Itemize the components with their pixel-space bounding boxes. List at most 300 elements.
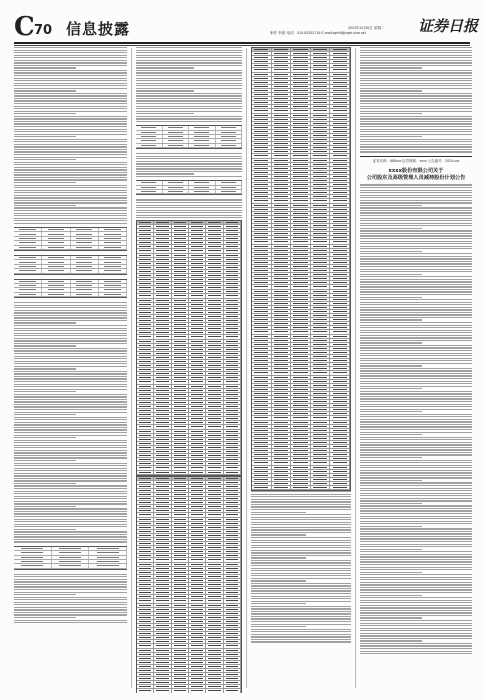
table-cell <box>291 416 311 419</box>
table-cell <box>154 477 171 480</box>
table-cell <box>137 290 154 293</box>
table-cell <box>272 73 292 76</box>
text-line <box>360 238 472 239</box>
table-cell <box>137 599 154 602</box>
table-cell <box>137 319 154 322</box>
table-cell <box>291 52 311 55</box>
table-cell <box>224 599 241 602</box>
table-cell <box>272 77 292 80</box>
text-line <box>360 215 472 216</box>
text-line <box>14 493 127 494</box>
table-cell <box>272 359 292 362</box>
table-cell <box>137 356 154 359</box>
text-line <box>360 85 472 86</box>
text-line <box>251 593 351 594</box>
announcement-title-line-1: xxxx股份有限公司关于 <box>388 168 444 175</box>
text-line <box>360 210 472 211</box>
table-cell <box>189 442 206 445</box>
table-cell <box>42 228 70 231</box>
announcement-title-line-2: 公司股东及高级管理人员减持股份计划公告 <box>366 175 466 182</box>
table-cell <box>172 356 189 359</box>
table-cell <box>330 396 350 399</box>
table-cell <box>291 68 311 71</box>
text-line <box>14 524 127 525</box>
text-line <box>14 597 127 598</box>
table-cell <box>172 567 189 570</box>
text-line <box>360 195 472 196</box>
table-cell <box>291 126 311 129</box>
text-line <box>14 368 76 369</box>
text-line <box>14 65 127 66</box>
text-line <box>360 442 472 443</box>
table-cell <box>252 343 272 346</box>
table-cell <box>154 368 171 371</box>
page-header <box>0 0 484 42</box>
table-cell <box>224 229 241 232</box>
text-line <box>360 123 472 124</box>
table-cell <box>311 73 331 76</box>
table-cell <box>252 208 272 211</box>
table-cell <box>137 616 154 619</box>
table-cell <box>311 150 331 153</box>
table-cell <box>252 183 272 186</box>
table-cell <box>206 266 223 269</box>
table-cell <box>137 335 154 338</box>
column-divider <box>355 48 356 688</box>
table-cell <box>330 101 350 104</box>
table-cell <box>172 409 189 412</box>
table-cell <box>272 249 292 252</box>
table-cell <box>189 450 206 453</box>
text-line <box>360 574 472 575</box>
table-cell <box>291 445 311 448</box>
text-line <box>360 312 472 313</box>
table-cell <box>311 134 331 137</box>
table-cell <box>189 446 206 449</box>
text-line <box>360 411 422 412</box>
table-cell <box>291 400 311 403</box>
table-cell <box>311 122 331 125</box>
table-cell <box>154 356 171 359</box>
text-line <box>14 100 127 101</box>
table-cell <box>252 412 272 415</box>
table-cell <box>311 240 331 243</box>
table-cell <box>206 644 223 647</box>
text-line <box>360 294 472 295</box>
text-line <box>360 370 472 371</box>
text-line <box>360 202 472 203</box>
data-table <box>14 546 127 570</box>
table-cell <box>206 677 223 680</box>
table-cell <box>172 640 189 643</box>
text-line <box>360 607 472 608</box>
table-cell <box>154 323 171 326</box>
text-line <box>14 473 127 474</box>
text-line <box>251 550 351 551</box>
text-line <box>360 106 472 107</box>
table-cell <box>272 142 292 145</box>
table-cell <box>206 425 223 428</box>
table-cell <box>272 105 292 108</box>
text-line <box>360 131 472 132</box>
text-line <box>14 614 127 615</box>
table-cell <box>154 665 171 668</box>
table-cell <box>189 583 206 586</box>
text-line <box>14 417 127 418</box>
table-cell <box>272 138 292 141</box>
text-line <box>14 574 127 575</box>
text-line <box>360 225 472 226</box>
table-cell <box>206 616 223 619</box>
table-cell <box>154 380 171 383</box>
table-cell <box>172 604 189 607</box>
data-table <box>136 476 242 693</box>
table-cell <box>137 649 154 652</box>
table-cell <box>272 486 292 489</box>
table-cell <box>291 130 311 133</box>
table-cell <box>272 371 292 374</box>
table-cell <box>272 52 292 55</box>
table-cell <box>137 380 154 383</box>
table-cell <box>14 265 42 268</box>
text-line <box>360 582 472 583</box>
table-cell <box>224 409 241 412</box>
table-cell <box>330 302 350 305</box>
table-cell <box>154 567 171 570</box>
text-line <box>360 633 472 634</box>
text-line <box>360 100 472 101</box>
text-line <box>14 185 127 186</box>
table-cell <box>154 327 171 330</box>
table-cell <box>172 348 189 351</box>
table-cell <box>172 534 189 537</box>
table-cell <box>311 142 331 145</box>
table-cell <box>189 546 206 549</box>
table-cell <box>206 526 223 529</box>
text-line <box>14 414 76 415</box>
table-cell <box>189 409 206 412</box>
text-line <box>251 590 351 591</box>
table-cell <box>172 497 189 500</box>
table-cell <box>189 335 206 338</box>
text-line <box>360 556 472 557</box>
text-line <box>360 256 472 257</box>
text-line <box>360 337 472 338</box>
table-cell <box>216 131 243 134</box>
text-line <box>14 129 127 130</box>
text-line <box>14 118 127 119</box>
table-cell <box>137 505 154 508</box>
table-cell <box>224 221 241 224</box>
table-cell <box>311 363 331 366</box>
table-cell <box>189 286 206 289</box>
table-cell <box>291 195 311 198</box>
table-cell <box>206 669 223 672</box>
table-cell <box>189 258 206 261</box>
table-cell <box>330 60 350 63</box>
section-number: 70 <box>34 23 53 38</box>
table-cell <box>330 122 350 125</box>
table-cell <box>189 462 206 465</box>
table-cell <box>330 163 350 166</box>
text-line <box>360 184 472 185</box>
table-cell <box>330 142 350 145</box>
text-line <box>360 653 472 654</box>
table-cell <box>311 302 331 305</box>
table-cell <box>172 481 189 484</box>
table-cell <box>311 343 331 346</box>
table-cell <box>154 620 171 623</box>
table-cell <box>154 319 171 322</box>
text-line <box>14 470 127 471</box>
table-cell <box>137 270 154 273</box>
text-line <box>14 508 127 509</box>
table-cell <box>291 253 311 256</box>
table-cell <box>311 199 331 202</box>
table-cell <box>330 167 350 170</box>
table-cell <box>206 229 223 232</box>
table-cell <box>189 640 206 643</box>
text-line <box>251 596 351 597</box>
text-line <box>360 460 472 461</box>
table-cell <box>206 249 223 252</box>
table-cell <box>189 649 206 652</box>
table-cell <box>206 360 223 363</box>
table-cell <box>224 380 241 383</box>
table-cell <box>311 228 331 231</box>
table-cell <box>189 352 206 355</box>
table-cell <box>311 335 331 338</box>
table-cell <box>137 665 154 668</box>
text-line <box>251 565 351 566</box>
table-cell <box>330 224 350 227</box>
table-cell <box>172 538 189 541</box>
table-cell <box>272 163 292 166</box>
text-line <box>251 641 351 642</box>
text-line <box>360 205 422 206</box>
text-line <box>251 575 351 576</box>
table-cell <box>291 265 311 268</box>
table-cell <box>252 457 272 460</box>
text-line <box>360 513 472 514</box>
text-line <box>360 500 472 501</box>
table-cell <box>172 575 189 578</box>
table-cell <box>311 412 331 415</box>
table-cell <box>154 421 171 424</box>
table-cell <box>252 212 272 215</box>
text-line <box>14 450 127 451</box>
table-cell <box>252 138 272 141</box>
table-cell <box>189 135 216 138</box>
table-cell <box>137 677 154 680</box>
text-line <box>360 597 472 598</box>
table-cell <box>189 425 206 428</box>
text-line <box>136 88 242 89</box>
table-cell <box>311 118 331 121</box>
text-line <box>360 391 472 392</box>
text-line <box>14 581 127 582</box>
table-cell <box>189 677 206 680</box>
table-cell <box>172 241 189 244</box>
table-cell <box>252 367 272 370</box>
text-line <box>14 589 127 590</box>
table-cell <box>252 73 272 76</box>
text-line <box>14 98 127 99</box>
table-cell <box>137 340 154 343</box>
table-cell <box>272 400 292 403</box>
table-cell <box>89 560 127 563</box>
table-cell <box>291 257 311 260</box>
table-cell <box>189 550 206 553</box>
text-line <box>251 557 306 558</box>
text-line <box>360 589 472 590</box>
text-line <box>360 276 472 277</box>
table-cell <box>189 644 206 647</box>
table-cell <box>224 628 241 631</box>
table-cell <box>172 434 189 437</box>
text-line <box>14 116 127 117</box>
table-cell <box>311 466 331 469</box>
table-cell <box>154 632 171 635</box>
table-cell <box>311 318 331 321</box>
table-cell <box>330 232 350 235</box>
table-cell <box>252 326 272 329</box>
table-cell <box>206 575 223 578</box>
table-cell <box>272 425 292 428</box>
text-line <box>14 592 127 593</box>
table-cell <box>252 97 272 100</box>
table-cell <box>330 359 350 362</box>
table-cell <box>272 195 292 198</box>
table-cell <box>311 326 331 329</box>
text-line <box>136 108 242 109</box>
table-cell <box>291 97 311 100</box>
table-cell <box>172 624 189 627</box>
table-cell <box>291 343 311 346</box>
text-line <box>14 213 127 214</box>
table-cell <box>272 302 292 305</box>
text-line <box>360 258 472 259</box>
table-cell <box>206 389 223 392</box>
text-line <box>360 60 472 61</box>
text-line <box>360 561 472 562</box>
table-cell <box>189 430 206 433</box>
table-cell <box>137 604 154 607</box>
table-cell <box>137 534 154 537</box>
table-cell <box>206 636 223 639</box>
table-cell <box>252 347 272 350</box>
text-line <box>360 52 472 53</box>
table-cell <box>224 542 241 545</box>
table-cell <box>330 114 350 117</box>
text-line <box>251 629 351 630</box>
table-cell <box>224 485 241 488</box>
table-cell <box>189 624 206 627</box>
table-cell <box>330 425 350 428</box>
table-cell <box>189 604 206 607</box>
table-cell <box>206 348 223 351</box>
text-line <box>360 554 472 555</box>
table-cell <box>311 273 331 276</box>
text-line <box>251 613 351 614</box>
table-cell <box>154 364 171 367</box>
table-cell <box>14 280 42 283</box>
table-cell <box>137 542 154 545</box>
table-cell <box>291 114 311 117</box>
table-cell <box>330 195 350 198</box>
table-cell <box>137 409 154 412</box>
table-cell <box>224 579 241 582</box>
text-line <box>360 126 472 127</box>
table-cell <box>330 257 350 260</box>
text-line <box>360 482 472 483</box>
table-cell <box>291 363 311 366</box>
table-cell <box>206 290 223 293</box>
table-cell <box>71 269 99 272</box>
table-cell <box>272 408 292 411</box>
table-cell <box>330 416 350 419</box>
table-cell <box>330 466 350 469</box>
table-cell <box>272 187 292 190</box>
text-line <box>14 480 127 481</box>
table-cell <box>252 408 272 411</box>
table-cell <box>172 233 189 236</box>
table-cell <box>189 393 206 396</box>
table-cell <box>206 385 223 388</box>
text-line <box>14 343 127 344</box>
table-cell <box>224 462 241 465</box>
text-line <box>251 527 351 528</box>
table-cell <box>154 534 171 537</box>
table-cell <box>206 446 223 449</box>
table-cell <box>206 657 223 660</box>
table-cell <box>330 253 350 256</box>
text-line <box>14 361 127 362</box>
data-table <box>14 255 127 275</box>
table-cell <box>252 339 272 342</box>
table-cell <box>206 509 223 512</box>
table-cell <box>206 335 223 338</box>
text-line <box>14 90 76 91</box>
table-cell <box>137 636 154 639</box>
text-line <box>251 580 306 581</box>
table-cell <box>272 388 292 391</box>
table-cell <box>206 450 223 453</box>
table-cell <box>172 307 189 310</box>
table-cell <box>14 547 52 550</box>
table-cell <box>137 323 154 326</box>
table-cell <box>291 187 311 190</box>
table-cell <box>272 421 292 424</box>
table-cell <box>224 356 241 359</box>
table-cell <box>311 216 331 219</box>
text-line <box>360 477 472 478</box>
table-cell <box>154 657 171 660</box>
date-line: 2024年4月30日 星期二 <box>348 26 385 30</box>
table-cell <box>252 376 272 379</box>
table-cell <box>224 689 241 692</box>
table-cell <box>137 493 154 496</box>
table-cell <box>137 446 154 449</box>
table-cell <box>252 204 272 207</box>
table-cell <box>252 52 272 55</box>
text-line <box>136 176 242 177</box>
text-line <box>136 95 242 96</box>
text-line <box>360 437 472 438</box>
table-cell <box>189 364 206 367</box>
table-cell <box>311 171 331 174</box>
text-line <box>360 304 472 305</box>
